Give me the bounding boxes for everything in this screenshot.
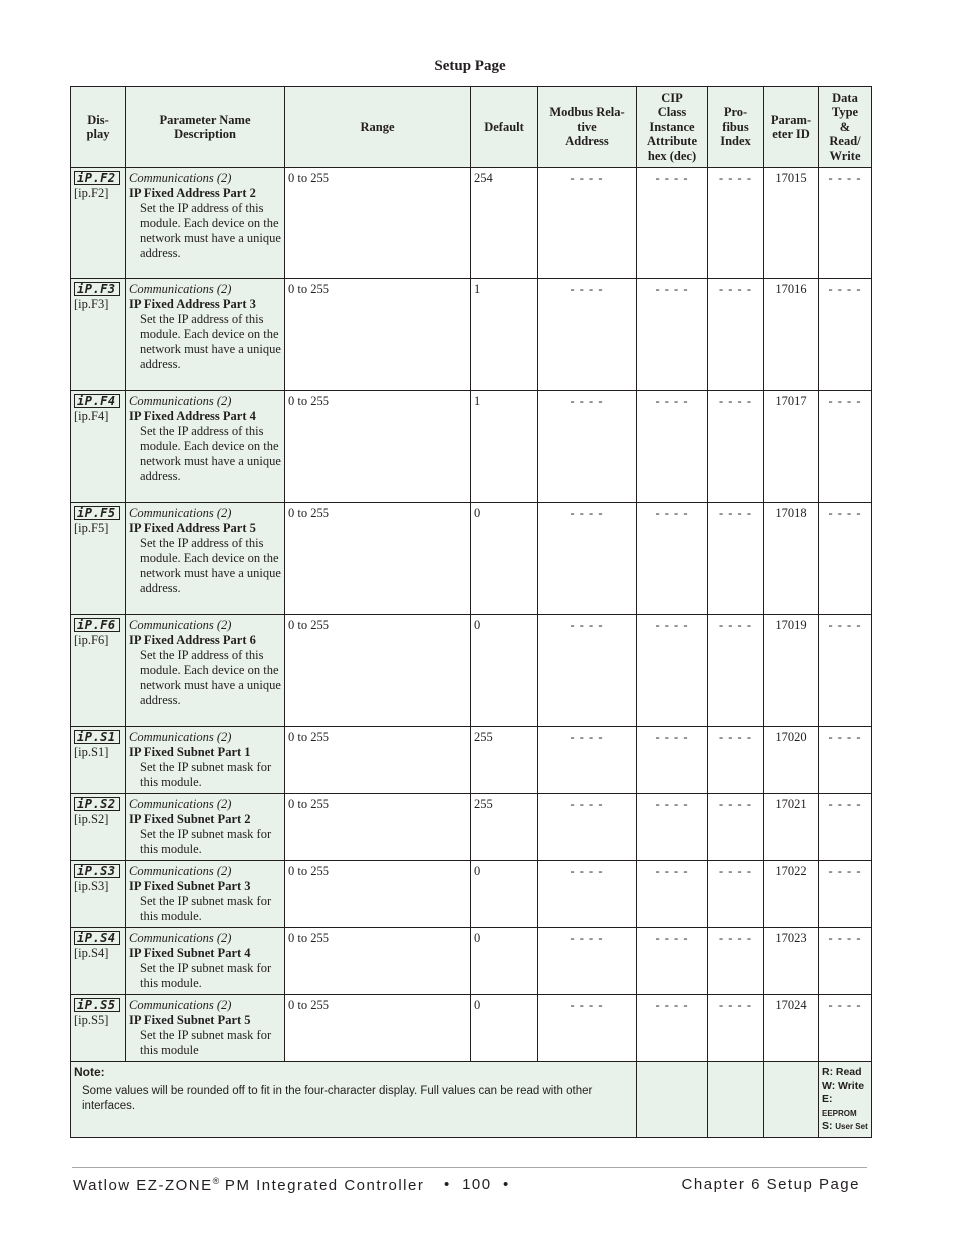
range-cell: 0 to 255 [285, 168, 471, 279]
data-type-cell: - - - - [819, 279, 872, 391]
parameter-name: IP Fixed Subnet Part 2 [129, 812, 251, 826]
note-empty-param-id [764, 1062, 819, 1138]
parameter-cell [126, 995, 285, 1062]
range-cell: 0 to 255 [285, 279, 471, 391]
parameter-description: Set the IP address of this module. Each device on the network must have a unique address. [140, 424, 281, 483]
display-code-text: [ip.F6] [74, 633, 109, 647]
parameter-cell [126, 279, 285, 391]
seven-segment-display-code: iP.S1 [74, 730, 120, 744]
data-type-cell: - - - - [819, 861, 872, 928]
data-type-cell: - - - - [819, 615, 872, 727]
display-code-text: [ip.S1] [74, 745, 109, 759]
header-display: Dis- play [71, 87, 126, 168]
display-code-text: [ip.S5] [74, 1013, 109, 1027]
table-row [71, 861, 872, 928]
table-row [71, 279, 872, 391]
legend-user-set: S: User Set [822, 1120, 868, 1132]
parameter-description: Set the IP subnet mask for this module. [140, 760, 272, 789]
parameter-table [70, 86, 872, 1138]
parameter-id-cell: 17015 [764, 168, 819, 279]
table-row [71, 168, 872, 279]
cip-cell: - - - - [637, 995, 708, 1062]
display-cell [71, 928, 126, 995]
data-type-cell: - - - - [819, 727, 872, 794]
seven-segment-display-code: iP.F3 [74, 282, 120, 296]
table-row [71, 727, 872, 794]
profibus-cell: - - - - [708, 279, 764, 391]
cip-cell: - - - - [637, 615, 708, 727]
parameter-cell [126, 391, 285, 503]
display-cell [71, 861, 126, 928]
parameter-cell [126, 727, 285, 794]
profibus-cell: - - - - [708, 615, 764, 727]
cip-cell: - - - - [637, 503, 708, 615]
parameter-description: Set the IP subnet mask for this module. [140, 961, 272, 990]
parameter-description: Set the IP subnet mask for this module. [140, 827, 272, 856]
parameter-id-cell: 17017 [764, 391, 819, 503]
modbus-cell: - - - - [538, 928, 637, 995]
modbus-cell: - - - - [538, 727, 637, 794]
modbus-cell: - - - - [538, 168, 637, 279]
parameter-cell [126, 168, 285, 279]
modbus-cell: - - - - [538, 861, 637, 928]
note-empty-cip [637, 1062, 708, 1138]
menu-group: Communications (2) [129, 864, 232, 878]
display-cell [71, 727, 126, 794]
cip-cell: - - - - [637, 279, 708, 391]
default-cell: 0 [471, 615, 538, 727]
parameter-id-cell: 17023 [764, 928, 819, 995]
cip-cell: - - - - [637, 168, 708, 279]
default-cell: 0 [471, 995, 538, 1062]
parameter-cell [126, 615, 285, 727]
seven-segment-display-code: iP.F4 [74, 394, 120, 408]
note-empty-profibus [708, 1062, 764, 1138]
table-row [71, 503, 872, 615]
default-cell: 0 [471, 861, 538, 928]
parameter-name: IP Fixed Subnet Part 4 [129, 946, 251, 960]
parameter-name: IP Fixed Subnet Part 5 [129, 1013, 251, 1027]
display-code-text: [ip.F2] [74, 186, 109, 200]
data-type-cell: - - - - [819, 995, 872, 1062]
parameter-cell [126, 794, 285, 861]
header-data-type: Data Type & Read/ Write [819, 87, 872, 168]
data-type-cell: - - - - [819, 168, 872, 279]
range-cell: 0 to 255 [285, 794, 471, 861]
cip-cell: - - - - [637, 727, 708, 794]
cip-cell: - - - - [637, 861, 708, 928]
parameter-name: IP Fixed Address Part 6 [129, 633, 256, 647]
range-cell: 0 to 255 [285, 861, 471, 928]
display-code-text: [ip.F3] [74, 297, 109, 311]
legend-write: W: Write [822, 1079, 865, 1092]
range-cell: 0 to 255 [285, 995, 471, 1062]
parameter-id-cell: 17018 [764, 503, 819, 615]
data-type-cell: - - - - [819, 503, 872, 615]
seven-segment-display-code: iP.F6 [74, 618, 120, 632]
header-range: Range [285, 87, 471, 168]
data-type-cell: - - - - [819, 391, 872, 503]
display-cell [71, 279, 126, 391]
display-code-text: [ip.F4] [74, 409, 109, 423]
footer-product: Watlow EZ-ZONE® PM Integrated Controller [73, 1176, 425, 1194]
default-cell: 255 [471, 794, 538, 861]
header-modbus: Modbus Rela- tive Address [538, 87, 637, 168]
display-code-text: [ip.S3] [74, 879, 109, 893]
default-cell: 0 [471, 928, 538, 995]
header-parameter-id: Param- eter ID [764, 87, 819, 168]
parameter-description: Set the IP address of this module. Each device on the network must have a unique address. [140, 312, 281, 371]
footer-chapter: Chapter 6 Setup Page [681, 1176, 860, 1193]
seven-segment-display-code: iP.S4 [74, 931, 120, 945]
range-cell: 0 to 255 [285, 928, 471, 995]
parameter-cell [126, 861, 285, 928]
display-cell [71, 391, 126, 503]
default-cell: 1 [471, 391, 538, 503]
parameter-description: Set the IP subnet mask for this module. [140, 894, 272, 923]
seven-segment-display-code: iP.F2 [74, 171, 120, 185]
page-title: Setup Page [434, 58, 506, 74]
seven-segment-display-code: iP.F5 [74, 506, 120, 520]
parameter-name: IP Fixed Subnet Part 1 [129, 745, 251, 759]
data-type-legend [819, 1062, 872, 1138]
menu-group: Communications (2) [129, 506, 232, 520]
header-default: Default [471, 87, 538, 168]
parameter-id-cell: 17020 [764, 727, 819, 794]
profibus-cell: - - - - [708, 168, 764, 279]
modbus-cell: - - - - [538, 794, 637, 861]
modbus-cell: - - - - [538, 995, 637, 1062]
parameter-cell [126, 503, 285, 615]
display-cell [71, 995, 126, 1062]
parameter-id-cell: 17016 [764, 279, 819, 391]
parameter-description: Set the IP address of this module. Each device on the network must have a unique address. [140, 648, 281, 707]
parameter-description: Set the IP subnet mask for this module [140, 1028, 272, 1057]
page-footer [73, 1176, 860, 1196]
table-row [71, 615, 872, 727]
profibus-cell: - - - - [708, 391, 764, 503]
menu-group: Communications (2) [129, 618, 232, 632]
default-cell: 1 [471, 279, 538, 391]
seven-segment-display-code: iP.S3 [74, 864, 120, 878]
modbus-cell: - - - - [538, 279, 637, 391]
parameter-name: IP Fixed Address Part 3 [129, 297, 256, 311]
note-text: Some values will be rounded off to fit in the four-character display. Full values can be read with other interfaces. [82, 1085, 593, 1112]
cip-cell: - - - - [637, 928, 708, 995]
modbus-cell: - - - - [538, 615, 637, 727]
table-row [71, 794, 872, 861]
footer-page-number: • 100 • [444, 1176, 510, 1193]
menu-group: Communications (2) [129, 171, 232, 185]
table-row [71, 928, 872, 995]
parameter-cell [126, 928, 285, 995]
cip-cell: - - - - [637, 794, 708, 861]
profibus-cell: - - - - [708, 503, 764, 615]
parameter-description: Set the IP address of this module. Each device on the network must have a unique address. [140, 201, 281, 260]
header-cip: CIP Class Instance Attribute hex (dec) [637, 87, 708, 168]
menu-group: Communications (2) [129, 282, 232, 296]
note-cell [71, 1062, 637, 1138]
menu-group: Communications (2) [129, 998, 232, 1012]
display-code-text: [ip.F5] [74, 521, 109, 535]
table-row [71, 391, 872, 503]
profibus-cell: - - - - [708, 995, 764, 1062]
default-cell: 255 [471, 727, 538, 794]
data-type-cell: - - - - [819, 794, 872, 861]
table-header-row [71, 87, 872, 168]
range-cell: 0 to 255 [285, 503, 471, 615]
parameter-name: IP Fixed Subnet Part 3 [129, 879, 251, 893]
parameter-description: Set the IP address of this module. Each device on the network must have a unique address. [140, 536, 281, 595]
profibus-cell: - - - - [708, 861, 764, 928]
note-label: Note: [74, 1065, 105, 1079]
display-code-text: [ip.S2] [74, 812, 109, 826]
header-profibus: Pro- fibus Index [708, 87, 764, 168]
profibus-cell: - - - - [708, 727, 764, 794]
table-row [71, 995, 872, 1062]
profibus-cell: - - - - [708, 794, 764, 861]
modbus-cell: - - - - [538, 503, 637, 615]
footer-divider [72, 1167, 867, 1168]
parameter-id-cell: 17021 [764, 794, 819, 861]
display-code-text: [ip.S4] [74, 946, 109, 960]
menu-group: Communications (2) [129, 797, 232, 811]
seven-segment-display-code: iP.S5 [74, 998, 120, 1012]
default-cell: 254 [471, 168, 538, 279]
parameter-name: IP Fixed Address Part 2 [129, 186, 256, 200]
display-cell [71, 794, 126, 861]
display-cell [71, 615, 126, 727]
legend-read: R: Read [822, 1066, 862, 1078]
parameter-id-cell: 17024 [764, 995, 819, 1062]
range-cell: 0 to 255 [285, 615, 471, 727]
legend-eeprom: E: EEPROM [822, 1093, 857, 1118]
parameter-id-cell: 17019 [764, 615, 819, 727]
cip-cell: - - - - [637, 391, 708, 503]
menu-group: Communications (2) [129, 730, 232, 744]
range-cell: 0 to 255 [285, 727, 471, 794]
display-cell [71, 168, 126, 279]
profibus-cell: - - - - [708, 928, 764, 995]
parameter-id-cell: 17022 [764, 861, 819, 928]
parameter-name: IP Fixed Address Part 5 [129, 521, 256, 535]
range-cell: 0 to 255 [285, 391, 471, 503]
menu-group: Communications (2) [129, 394, 232, 408]
default-cell: 0 [471, 503, 538, 615]
note-row [71, 1062, 872, 1138]
parameter-name: IP Fixed Address Part 4 [129, 409, 256, 423]
modbus-cell: - - - - [538, 391, 637, 503]
seven-segment-display-code: iP.S2 [74, 797, 120, 811]
menu-group: Communications (2) [129, 931, 232, 945]
display-cell [71, 503, 126, 615]
header-parameter-name: Parameter Name Description [126, 87, 285, 168]
data-type-cell: - - - - [819, 928, 872, 995]
